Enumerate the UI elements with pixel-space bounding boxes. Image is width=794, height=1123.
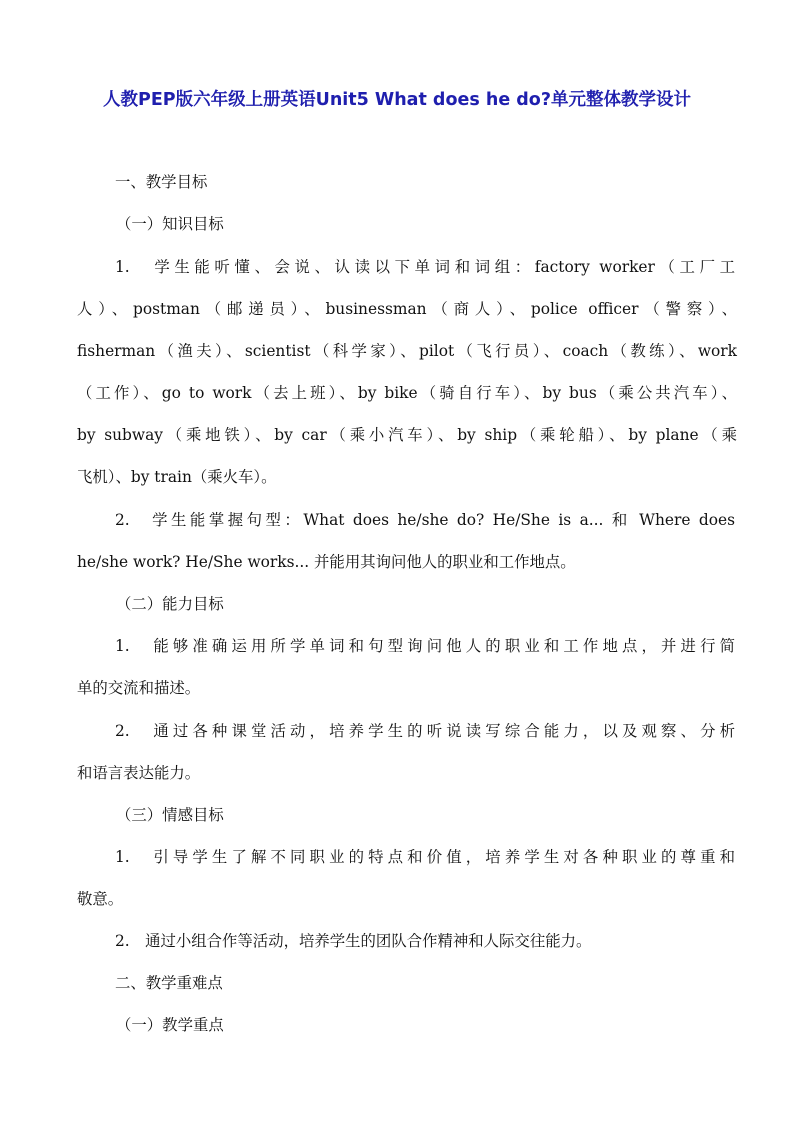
subheading-emotional-objectives: （三）情感目标 [116,806,224,824]
paragraph-line: 人）、postman（邮递员）、businessman（商人）、police officer（警察）、 [77,300,737,318]
paragraph-line: 2. 学生能掌握句型：What does he/she do? He/She is a... 和 Where does [115,511,735,529]
subheading-knowledge-objectives: （一）知识目标 [116,215,224,233]
paragraph-line: 1. 学生能听懂、会说、认读以下单词和词组：factory worker（工厂工 [115,258,735,276]
subheading-ability-objectives: （二）能力目标 [116,595,224,613]
document-title: 人教PEP版六年级上册英语Unit5 What does he do?单元整体教学设计 [103,90,691,110]
paragraph-line: 2. 通过各种课堂活动，培养学生的听说读写综合能力，以及观察、分析 [115,722,735,740]
paragraph-line: 单的交流和描述。 [77,679,201,697]
paragraph-line: fisherman（渔夫）、scientist（科学家）、pilot（飞行员）、coach（教练）、work [77,342,737,360]
paragraph-line: 1. 能够准确运用所学单词和句型询问他人的职业和工作地点，并进行简 [115,637,735,655]
paragraph-line: 飞机）、by train（乘火车）。 [77,468,277,486]
paragraph-line: by subway（乘地铁）、by car（乘小汽车）、by ship（乘轮船）、by plane（乘 [77,426,737,444]
paragraph-line: 1. 引导学生了解不同职业的特点和价值，培养学生对各种职业的尊重和 [115,848,735,866]
paragraph-line: he/she work? He/She works... 并能用其询问他人的职业和工作地点。 [77,553,576,571]
paragraph-line: 和语言表达能力。 [77,764,201,782]
paragraph-line: （工作）、go to work（去上班）、by bike（骑自行车）、by bus（乘公共汽车）、 [77,384,737,402]
paragraph-line: 敬意。 [77,890,124,908]
subheading-teaching-focus: （一）教学重点 [116,1016,224,1034]
section-heading-key-difficulties: 二、教学重难点 [115,974,223,992]
section-heading-teaching-objectives: 一、教学目标 [115,173,208,191]
paragraph-line: 2. 通过小组合作等活动，培养学生的团队合作精神和人际交往能力。 [115,932,592,950]
